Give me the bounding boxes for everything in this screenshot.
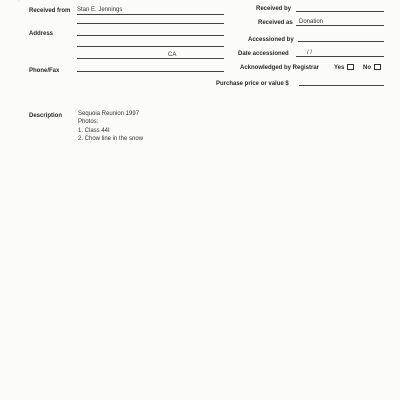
phone-fax-label: Phone/Fax [29, 68, 60, 74]
description-line: 1. Class 44I [78, 127, 110, 134]
phone-fax-line [77, 71, 224, 72]
date-accessioned-label: Date accessioned [238, 51, 289, 57]
accessioned-by-label: Accessioned by [248, 37, 294, 43]
yes-checkbox[interactable] [347, 64, 354, 70]
yes-label: Yes [334, 65, 345, 71]
received-by-label: Received by [256, 6, 292, 12]
purchase-price-label: Purchase price or value $ [216, 81, 289, 87]
received-as-label: Received as [258, 20, 293, 26]
description-text [78, 110, 143, 144]
address-line-3 [77, 58, 224, 59]
received-as-line [296, 25, 384, 26]
address-line-1 [77, 35, 224, 36]
description-line: 2. Chow line in the snow [78, 136, 144, 143]
received-from-line-2 [77, 23, 224, 24]
received-from-line [77, 14, 224, 15]
faint-margin-mark: ,~ [18, 0, 24, 3]
address-label: Address [29, 31, 54, 37]
address-line-2 [77, 46, 224, 47]
received-from-label: Received from [29, 8, 71, 14]
received-as-value: Donation [299, 19, 324, 25]
description-line: Photos: [78, 119, 99, 126]
date-accessioned-value: / / [307, 50, 313, 56]
purchase-price-line [299, 85, 384, 86]
accessioned-by-line [298, 41, 384, 42]
no-label: No [363, 65, 371, 71]
address-state-value: CA [168, 52, 177, 58]
date-accessioned-line [296, 56, 384, 57]
received-from-value: Stan E. Jennings [77, 7, 123, 13]
description-line: Sequoia Reunion 1997 [78, 111, 140, 117]
acknowledged-label: Acknowledged by Registrar [240, 65, 320, 71]
no-checkbox[interactable] [374, 64, 381, 70]
received-by-line [296, 11, 384, 12]
description-label: Description [29, 113, 63, 119]
